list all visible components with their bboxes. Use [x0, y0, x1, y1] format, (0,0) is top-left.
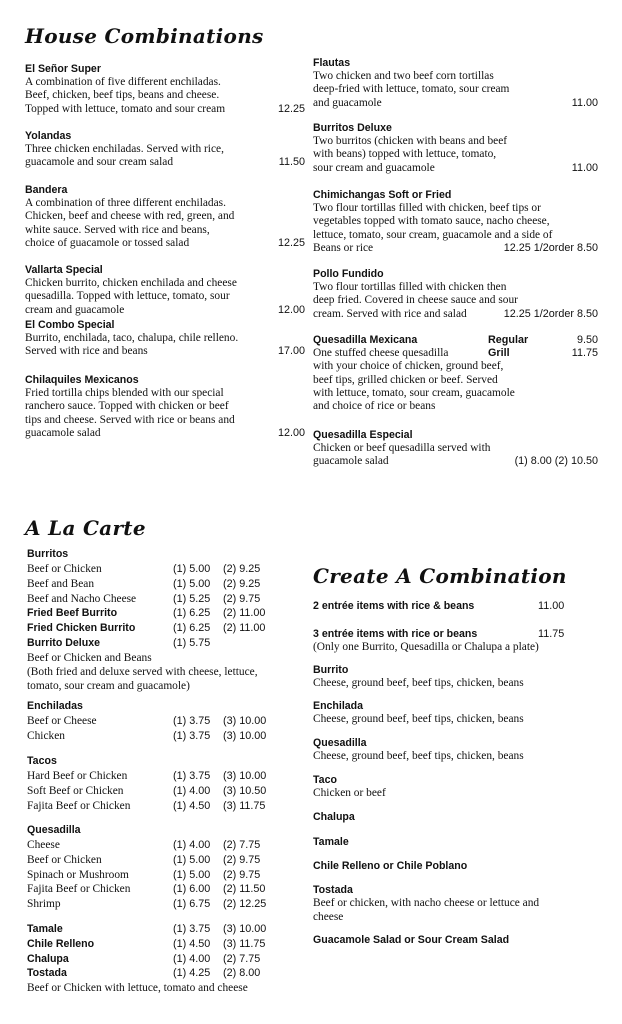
description-text: Chicken or beef quesadilla served with [313, 442, 491, 455]
combination-item-header [313, 600, 583, 613]
combination-item-header [313, 664, 583, 677]
menu-item [25, 130, 305, 170]
row-name: Chile Relleno [27, 937, 95, 950]
combination-item-name: 2 entrée items with rice & beans [313, 600, 475, 612]
description-text: with beans) topped with lettuce, tomato, [313, 148, 497, 161]
combination-item-description: cheese [313, 910, 344, 923]
description-text: Two flour tortillas filled with chicken, beef tips or [313, 202, 541, 215]
menu-item-description-line [313, 215, 598, 228]
row-name: Beef or Chicken [27, 563, 102, 575]
description-text: with your choice of chicken, ground beef, [313, 360, 504, 373]
menu-item-name: Vallarta Special [25, 264, 103, 276]
price-multiple: (3) 11.75 [223, 799, 266, 812]
menu-item-price: 11.00 [571, 96, 598, 109]
combination-item-header [313, 836, 583, 849]
menu-item-description-line [25, 345, 305, 358]
description-text: guacamole and sour cream salad [25, 156, 174, 169]
price-single: (1) 5.25 [173, 592, 211, 605]
description-text: Two chicken and two beef corn tortillas [313, 70, 494, 83]
combination-item-header [313, 811, 583, 824]
menu-item-description-line [313, 83, 598, 96]
price-row [27, 769, 266, 784]
menu-item-description-line [25, 224, 305, 237]
price-multiple: (2) 9.25 [223, 577, 261, 590]
description-text: Chicken, beef and cheese with red, green, and [25, 210, 235, 223]
menu-item-description-line [25, 76, 305, 89]
category-heading: Tacos [27, 755, 57, 767]
menu-item-name: Pollo Fundido [313, 268, 384, 280]
row-name: Beef and Nacho Cheese [27, 592, 137, 605]
price-row [27, 651, 152, 666]
row-name: Beef or Chicken and Beans [27, 651, 152, 664]
menu-item-price: 12.25 1/2order 8.50 [503, 307, 598, 320]
row-name: Spinach or Mushroom [27, 868, 129, 881]
combination-item-header [313, 774, 583, 787]
price-row [27, 799, 265, 814]
description-text: Three chicken enchiladas. Served with rice, [25, 143, 224, 156]
menu-item [25, 184, 305, 250]
description-text: Chicken burrito, chicken enchilada and cheese [25, 277, 237, 290]
row-name: Shrimp [27, 898, 61, 911]
description-text: A combination of five different enchiladas. [25, 76, 221, 89]
price-single: (1) 5.00 [173, 853, 211, 866]
combination-item-name: Quesadilla [313, 737, 367, 749]
combination-item-price: 11.00 [538, 600, 565, 612]
combination-item-name: Guacamole Salad or Sour Cream Salad [313, 934, 510, 946]
description-text: Beans or rice [313, 241, 374, 254]
menu-item [313, 334, 598, 413]
category-heading: Burritos [27, 548, 69, 560]
description-text: Served with rice and beans [25, 345, 148, 358]
description-text: Beef, chicken, beef tips, beans and cheese. [25, 89, 220, 102]
menu-item-description-line [313, 308, 598, 321]
menu-item-price: 12.25 1/2order 8.50 [503, 241, 598, 254]
menu-item-description-line [25, 89, 305, 102]
menu-item-description-line [25, 103, 305, 116]
menu-item-name: Flautas [313, 57, 351, 69]
description-text: deep fried. Covered in cheese sauce and sour [313, 294, 518, 307]
description-text: cream. Served with rice and salad [313, 307, 467, 320]
price-multiple: (2) 9.75 [223, 853, 261, 866]
menu-item-description-line [313, 387, 598, 400]
price-row [27, 621, 265, 636]
description-text: Fried tortilla chips blended with our special [25, 387, 224, 400]
combination-item-name: Enchilada [313, 700, 364, 712]
menu-item-description-line [313, 242, 598, 255]
description-text: Topped with lettuce, tomato and sour cream [25, 102, 226, 115]
menu-item-description-line [25, 400, 305, 413]
menu-item-description-line [313, 374, 598, 387]
description-text: deep-fried with lettuce, tomato, sour cream [313, 83, 510, 96]
description-text: ranchero sauce. Topped with chicken or beef [25, 400, 229, 413]
combination-item-description: Cheese, ground beef, beef tips, chicken, beans [313, 750, 524, 763]
price-option-value: 11.75 [571, 347, 598, 360]
menu-item-description-line [313, 229, 598, 242]
price-single: (1) 3.75 [173, 770, 211, 782]
create-combination-title: Create A Combination [313, 564, 567, 588]
row-name: Beef or Chicken with lettuce, tomato and cheese [27, 982, 248, 995]
price-row [27, 897, 266, 912]
menu-item-description-line [313, 70, 598, 83]
price-multiple: (3) 10.00 [223, 770, 267, 782]
menu-item-description-line [313, 148, 598, 161]
menu-item-description-line [25, 290, 305, 303]
menu-item [313, 122, 598, 175]
price-option-label: Grill [488, 347, 510, 360]
row-name: Beef or Cheese [27, 715, 97, 727]
menu-item-name: Chimichangas Soft or Fried [313, 189, 452, 201]
menu-item-name: Yolandas [25, 130, 72, 142]
category-heading: Enchiladas [27, 700, 83, 712]
price-single: (1) 5.00 [173, 563, 211, 575]
menu-item-description-line [313, 97, 598, 110]
description-text: and guacamole [313, 96, 382, 109]
menu-item-name: El Señor Super [25, 63, 101, 75]
menu-item-name: Burritos Deluxe [313, 122, 392, 134]
combination-item [313, 700, 583, 727]
price-single: (1) 3.75 [173, 729, 211, 742]
row-name: Hard Beef or Chicken [27, 770, 128, 782]
price-multiple: (2) 12.25 [223, 898, 267, 911]
combination-item-description: Cheese, ground beef, beef tips, chicken, beans [313, 677, 524, 690]
menu-item-description-line [25, 427, 305, 440]
category-note [27, 665, 307, 693]
price-row [27, 922, 266, 937]
combination-item [313, 884, 583, 924]
description-text: One stuffed cheese quesadilla [313, 347, 449, 360]
combination-item-description: Chicken or beef [313, 787, 386, 800]
combination-item-header [313, 860, 583, 873]
menu-item-name: Quesadilla Especial [313, 429, 413, 441]
price-single: (1) 4.00 [173, 952, 211, 965]
combination-item [313, 628, 583, 655]
combination-item-description: Cheese, ground beef, beef tips, chicken, beans [313, 713, 524, 726]
menu-item-price: 12.00 [277, 426, 305, 439]
description-text: A combination of three different enchiladas. [25, 197, 226, 210]
combination-item-header [313, 700, 583, 713]
description-text: Two burritos (chicken with beans and beef [313, 135, 508, 148]
price-option-value: 9.50 [576, 334, 598, 346]
price-multiple: (2) 11.00 [223, 622, 266, 635]
price-single: (1) 6.00 [173, 883, 211, 896]
combination-item-header [313, 737, 583, 750]
combination-item-price: 11.75 [538, 628, 565, 640]
description-text: lettuce, tomato, sour cream, guacamole and a side of [313, 228, 553, 241]
row-name: Tamale [27, 923, 63, 935]
row-name: Fajita Beef or Chicken [27, 883, 131, 896]
menu-item [25, 264, 305, 317]
price-single: (1) 6.25 [173, 622, 211, 635]
price-multiple: (2) 7.75 [223, 952, 261, 965]
price-row [27, 966, 260, 981]
price-row [27, 562, 260, 577]
combination-item-description: Beef or chicken, with nacho cheese or lettuce and [313, 897, 540, 910]
combination-item-header [313, 884, 583, 897]
row-name: Fried Beef Burrito [27, 607, 118, 620]
menu-item-description-line [313, 202, 598, 215]
price-row [27, 952, 260, 967]
combination-item-name: Tamale [313, 836, 349, 848]
menu-item-price: 12.25 [277, 102, 305, 115]
combination-item [313, 811, 583, 824]
description-text: guacamole salad [25, 426, 101, 439]
menu-item [25, 319, 305, 359]
description-text: cream and guacamole [25, 303, 125, 316]
combination-item-name: Chile Relleno or Chile Poblano [313, 860, 468, 872]
description-text: Two flour tortillas filled with chicken then [313, 281, 507, 294]
price-multiple: (3) 11.75 [223, 937, 266, 950]
price-single: (1) 4.00 [173, 784, 211, 797]
price-row [27, 981, 248, 996]
house-combinations-title: House Combinations [25, 24, 264, 48]
price-option [488, 334, 598, 347]
category-heading: Quesadilla [27, 824, 81, 836]
menu-item-description-line [25, 332, 305, 345]
combination-item [313, 934, 583, 947]
menu-item [313, 268, 598, 321]
price-single: (1) 6.25 [173, 607, 211, 620]
menu-item [25, 374, 305, 440]
price-single: (1) 4.50 [173, 937, 211, 950]
combination-item [313, 774, 583, 801]
price-multiple: (2) 11.00 [223, 607, 266, 620]
description-text: white sauce. Served with rice and beans, [25, 223, 210, 236]
menu-item-description-line [25, 237, 305, 250]
menu-item-description-line [25, 387, 305, 400]
menu-item-price: 11.50 [278, 156, 305, 169]
menu-item-description-line [313, 455, 598, 468]
description-text: vegetables topped with tomato sauce, nacho cheese, [313, 215, 550, 228]
row-name: Cheese [27, 839, 60, 851]
menu-item-name: Quesadilla Mexicana [313, 334, 418, 346]
menu-item-description-line [25, 197, 305, 210]
combination-item-header [313, 934, 583, 947]
menu-item-description-line [313, 400, 598, 413]
price-multiple: (2) 9.75 [223, 868, 261, 881]
row-name: Chalupa [27, 952, 69, 965]
combination-item [313, 600, 583, 613]
menu-item [313, 189, 598, 255]
price-row [27, 606, 265, 621]
price-row [27, 714, 266, 729]
menu-item-header [313, 334, 598, 347]
menu-item [25, 63, 305, 116]
row-name: Burrito Deluxe [27, 637, 100, 649]
price-single: (1) 5.00 [173, 868, 211, 881]
price-multiple: (2) 9.25 [223, 563, 261, 575]
price-option-label: Regular [488, 334, 529, 346]
description-text: with lettuce, tomato, sour cream, guacamole [313, 386, 515, 399]
menu-item-price: 17.00 [277, 345, 305, 358]
price-single: (1) 4.25 [173, 967, 211, 980]
menu-item-price: 11.00 [571, 161, 598, 174]
note-line: (Both fried and deluxe served with cheese, lettuce, [27, 665, 258, 678]
combination-item-name: Tostada [313, 884, 353, 896]
combination-item [313, 737, 583, 764]
menu-item-name: El Combo Special [25, 319, 115, 331]
price-row [27, 784, 266, 799]
menu-item-price: 12.00 [277, 303, 305, 316]
menu-item [313, 57, 598, 110]
menu-item-description-line [25, 414, 305, 427]
description-text: guacamole salad [313, 455, 389, 468]
menu-item-description-line [25, 143, 305, 156]
row-name: Tostada [27, 967, 67, 980]
menu-item-description-line [313, 162, 598, 175]
combination-item-name: Chalupa [313, 811, 355, 823]
price-option [488, 347, 598, 360]
menu-item-description-line [25, 277, 305, 290]
menu-item-description-line [313, 442, 598, 455]
combination-item-header [313, 628, 583, 641]
price-multiple: (2) 8.00 [223, 967, 261, 980]
price-multiple: (3) 10.00 [223, 715, 267, 727]
menu-item-description-line [313, 360, 598, 373]
note-line: tomato, sour cream and guacamole) [27, 679, 190, 692]
menu-item-name: Chilaquiles Mexicanos [25, 374, 139, 386]
price-row [27, 937, 265, 952]
description-text: choice of guacamole or tossed salad [25, 236, 190, 249]
menu-item-description-line [25, 156, 305, 169]
menu-item-description-line [313, 347, 598, 360]
price-single: (1) 5.75 [173, 637, 211, 649]
menu-item-description-line [313, 281, 598, 294]
row-name: Beef or Chicken [27, 853, 102, 866]
row-name: Fajita Beef or Chicken [27, 799, 131, 812]
row-name: Beef and Bean [27, 577, 95, 590]
price-single: (1) 5.00 [173, 577, 211, 590]
menu-item-description-line [313, 135, 598, 148]
price-single: (1) 4.50 [173, 799, 211, 812]
menu-item-price: 12.25 [277, 236, 305, 249]
combination-item-name: 3 entrée items with rice or beans [313, 628, 478, 640]
price-single: (1) 4.00 [173, 839, 211, 851]
price-multiple: (2) 11.50 [223, 883, 266, 896]
price-row [27, 729, 266, 744]
price-multiple: (2) 7.75 [223, 839, 261, 851]
menu-item-description-line [313, 294, 598, 307]
price-multiple: (3) 10.00 [223, 923, 267, 935]
price-multiple: (3) 10.50 [223, 784, 267, 797]
menu-item-price: (1) 8.00 (2) 10.50 [514, 455, 598, 468]
description-text: Burrito, enchilada, taco, chalupa, chile relleno. [25, 332, 239, 345]
menu-item-description-line [25, 304, 305, 317]
price-row [27, 577, 260, 592]
description-text: quesadilla. Topped with lettuce, tomato, sour [25, 290, 230, 303]
row-name: Soft Beef or Chicken [27, 784, 124, 797]
price-row [27, 868, 260, 883]
price-single: (1) 6.75 [173, 898, 211, 911]
description-text: and choice of rice or beans [313, 400, 436, 413]
price-row [27, 882, 265, 897]
price-multiple: (3) 10.00 [223, 729, 267, 742]
a-la-carte-title: A La Carte [25, 516, 146, 540]
price-row [27, 853, 260, 868]
combination-item [313, 664, 583, 691]
combination-item [313, 860, 583, 873]
row-name: Chicken [27, 729, 65, 742]
combination-item-name: Burrito [313, 664, 349, 676]
menu-item-description-line [25, 210, 305, 223]
combination-item [313, 836, 583, 849]
price-row [27, 636, 223, 651]
description-text: beef tips, grilled chicken or beef. Served [313, 373, 498, 386]
description-text: sour cream and guacamole [313, 161, 435, 174]
price-multiple: (2) 9.75 [223, 592, 261, 605]
price-row [27, 592, 260, 607]
price-single: (1) 3.75 [173, 715, 211, 727]
combination-item-description: (Only one Burrito, Quesadilla or Chalupa a plate) [313, 641, 539, 654]
row-name: Fried Chicken Burrito [27, 622, 136, 635]
description-text: tips and cheese. Served with rice or beans and [25, 413, 235, 426]
price-row [27, 838, 260, 853]
combination-item-name: Taco [313, 774, 337, 786]
menu-item [313, 429, 598, 469]
menu-item-name: Bandera [25, 184, 68, 196]
price-single: (1) 3.75 [173, 923, 211, 935]
